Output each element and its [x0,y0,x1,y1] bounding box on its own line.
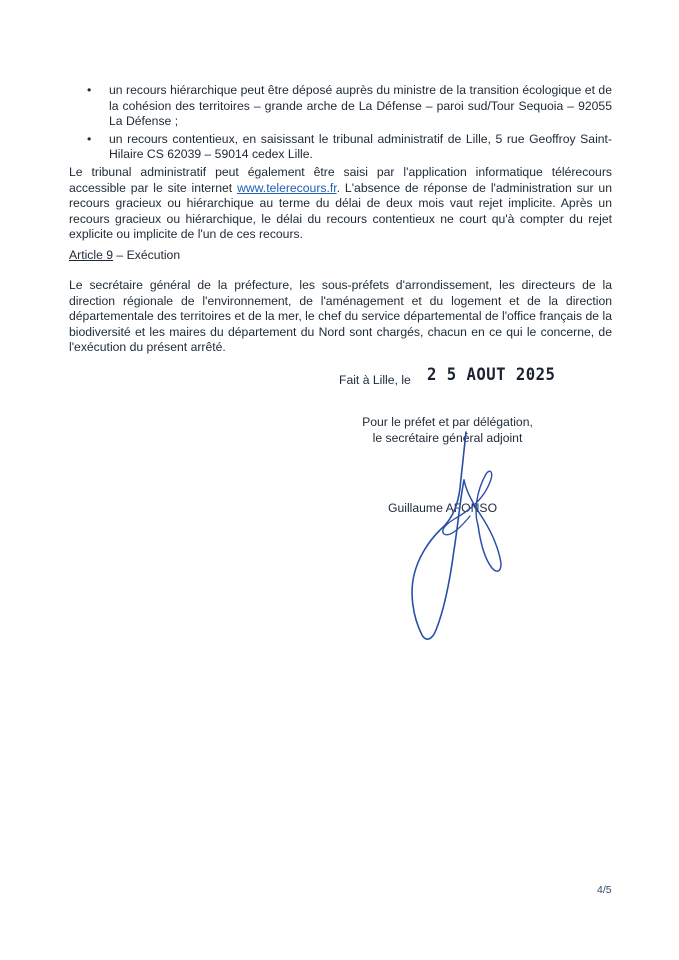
page-number: 4/5 [597,884,612,896]
delegation-line-2: le secrétaire général adjoint [372,430,523,445]
appeal-options-list [87,83,612,165]
place-line: Fait à Lille, le [339,373,411,387]
article-title: Exécution [126,248,181,262]
paragraph-text-before-link: Le tribunal administratif peut également être saisi par l'application informatique télérecours accessible par le site internet [69,165,612,195]
article-number: Article 9 [69,248,114,262]
delegation-line-1: Pour le préfet et par délégation, [362,415,533,429]
list-item [87,132,612,163]
telerecours-link[interactable]: www.telerecours.fr [237,180,337,195]
execution-paragraph: Le secrétaire général de la préfecture, les sous-préfets d'arrondissement, les directeurs de la direction régionale de l'environnement, de l'aménagement et du logement et de la direction départementale des territoires et de la mer, le chef du service départemental de l'office français de la biodiversité et les maires du département du Nord sont chargés, chacun en ce qui le concerne, de l'exécution du présent arrêté. [69,278,612,354]
handwritten-signature [400,430,510,645]
list-item [87,83,612,130]
list-item-text: un recours hiérarchique peut être déposé auprès du ministre de la transition écologique et de la cohésion des territoires – grande arche de La Défense – paroi sud/Tour Sequoia – 92055 La Défense ; [109,83,612,128]
bullet-marker: • [87,131,92,146]
signer-name: Guillaume AFONSO [388,501,498,515]
paragraph-text-after-link: . L'absence de réponse de l'administration sur un recours gracieux ou hiérarchique au terme du délai de deux mois vaut rejet implicite. Après un recours gracieux ou hiérarchique, le délai du recours contentieux ne court qu'à compter du rejet explicite ou implicite de l'un de ces recours. [69,180,612,241]
date-stamp: 2 5 AOUT 2025 [427,365,556,385]
article-heading [69,248,612,264]
telerecours-paragraph [69,165,612,243]
list-item-text: un recours contentieux, en saisissant le tribunal administratif de Lille, 5 rue Geoffroy Saint-Hilaire CS 62039 – 59014 cedex Lille. [109,131,612,161]
bullet-marker: • [87,83,92,97]
article-separator: – [113,248,127,262]
